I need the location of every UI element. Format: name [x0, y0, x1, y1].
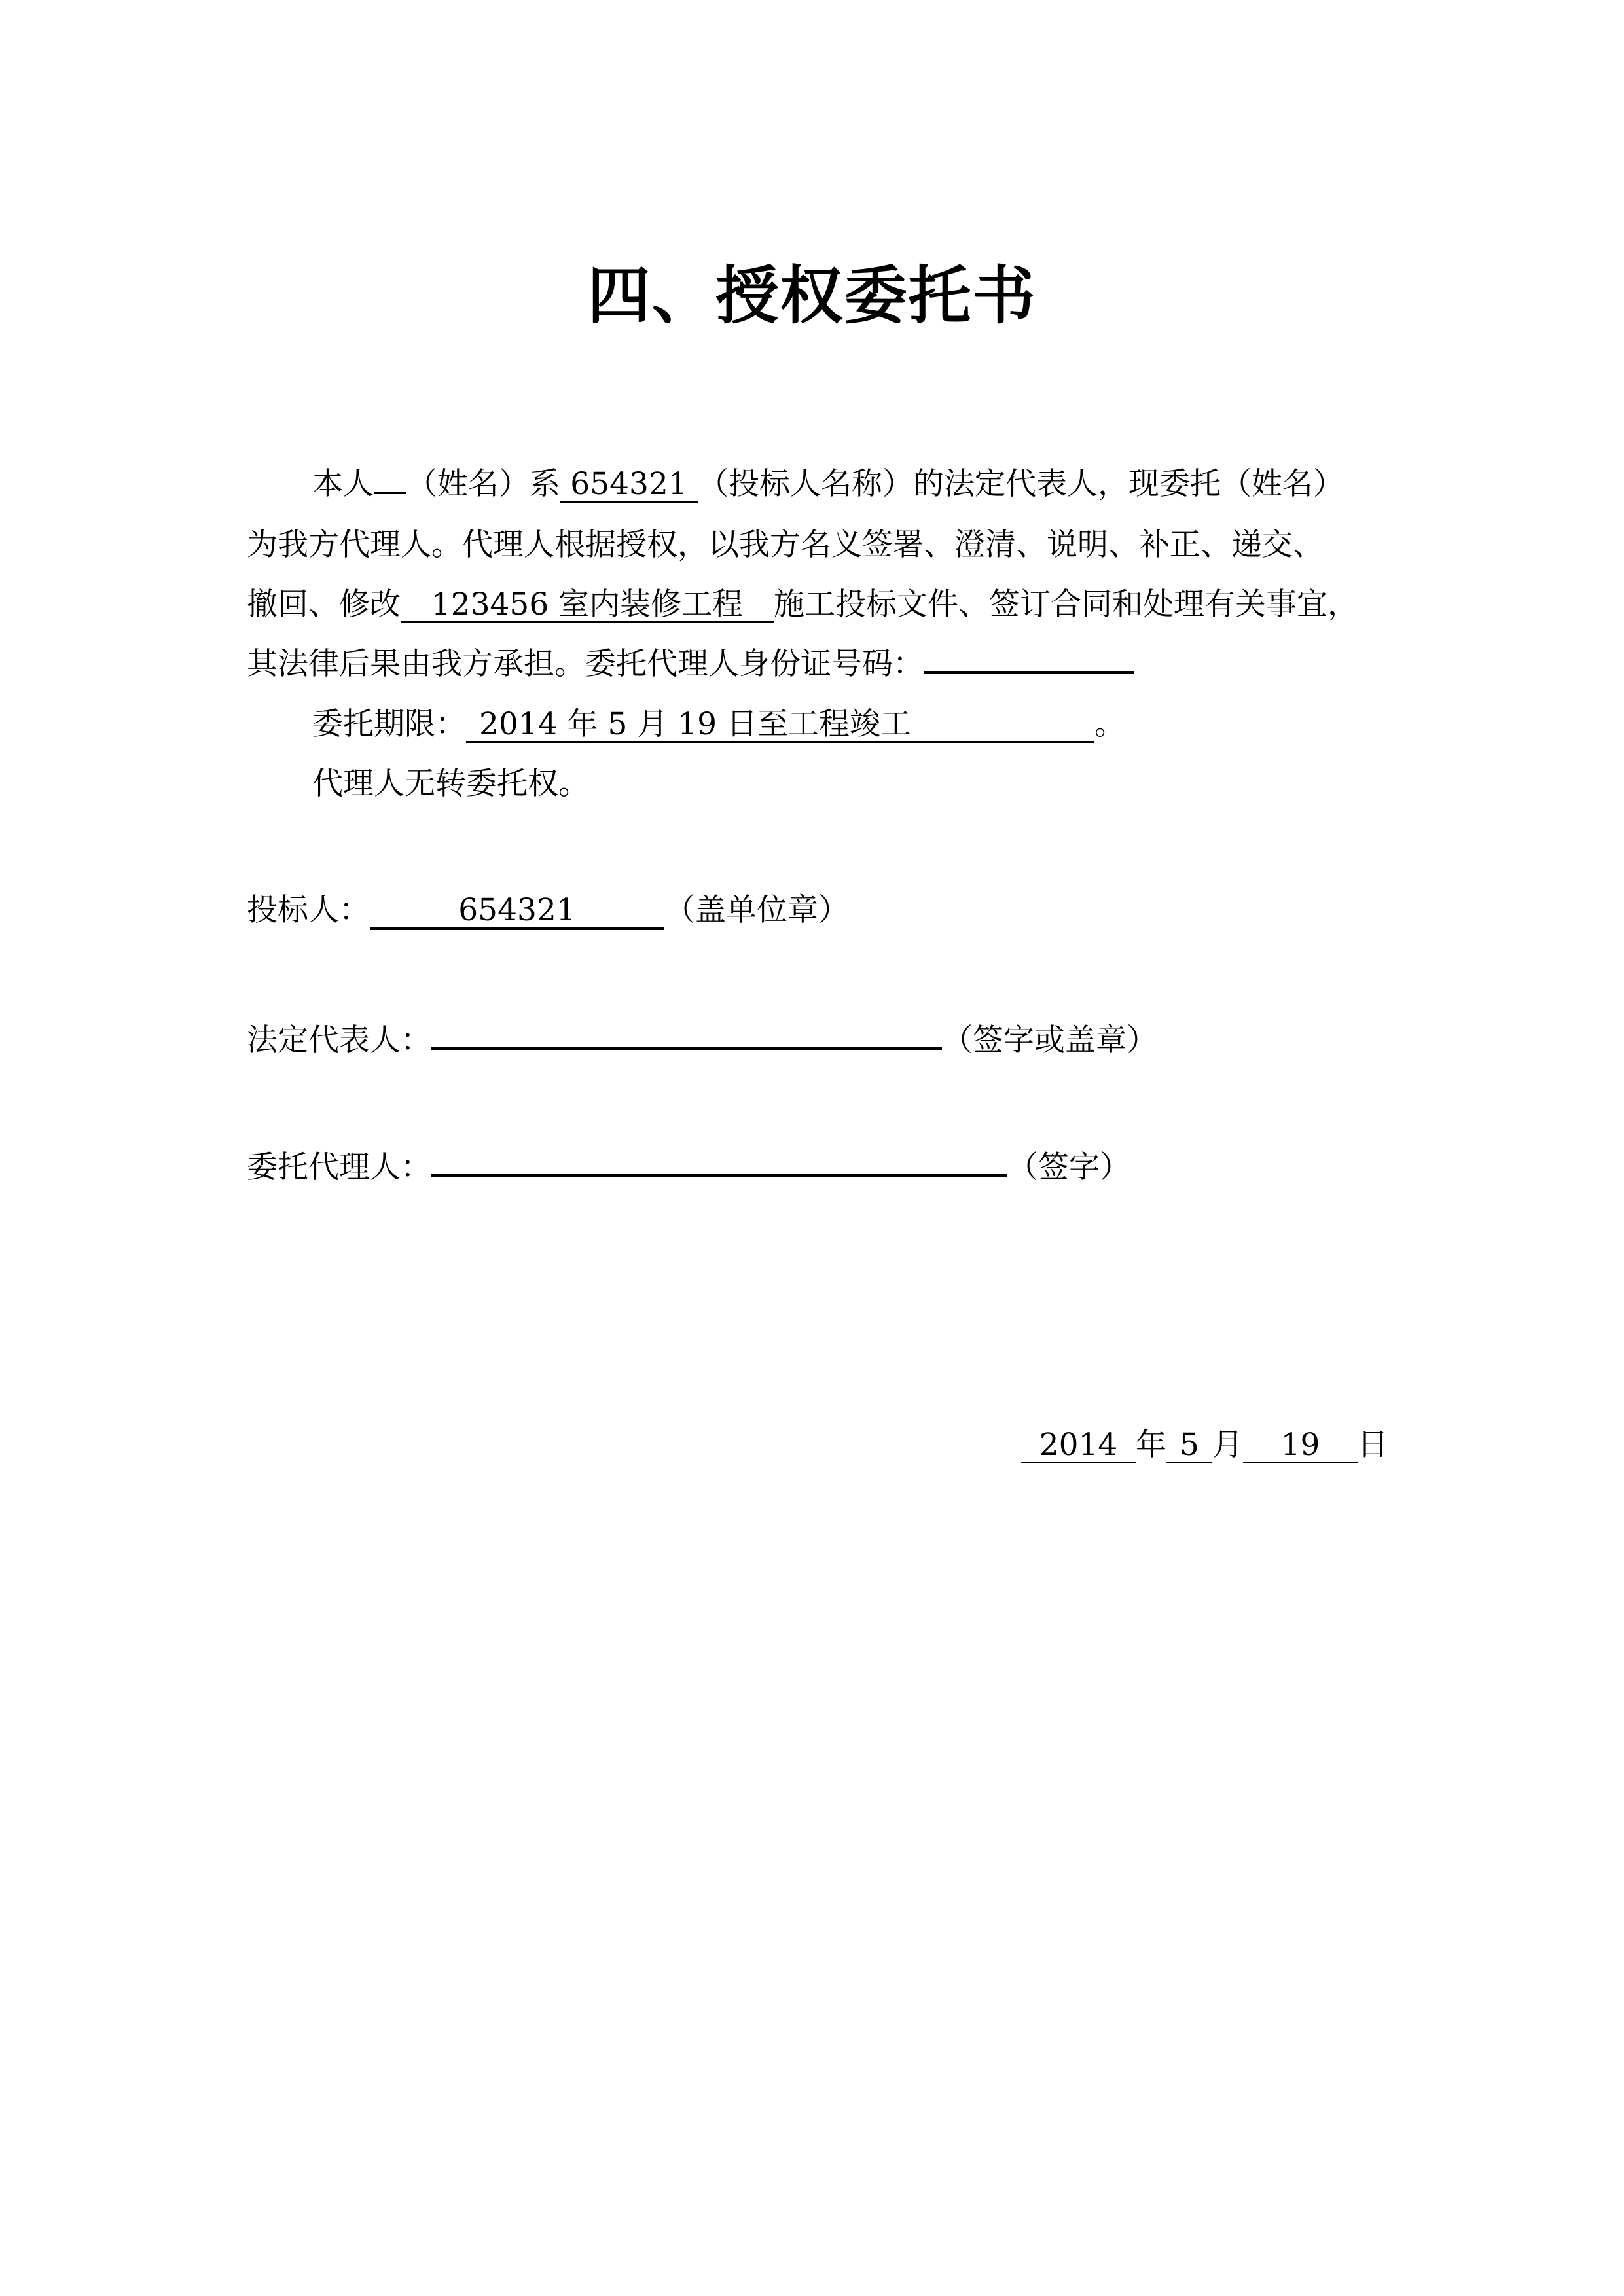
bidder-label: 投标人：	[247, 892, 370, 928]
agent-label: 委托代理人：	[247, 1149, 431, 1185]
date-year-unit: 年	[1136, 1427, 1166, 1463]
text-name-note: （姓名）系	[406, 466, 560, 502]
legal-rep-line	[247, 1014, 1389, 1067]
bidder-seal-note: （盖单位章）	[664, 892, 849, 928]
page-title: 四、授权委托书	[587, 259, 1037, 332]
bidder-field[interactable]: 654321	[370, 894, 664, 930]
text-legal-rep-clause: （投标人名称）的法定代表人，现委托（姓名）	[698, 466, 1344, 502]
paragraph-line-1	[247, 458, 1454, 511]
date-day-unit: 日	[1358, 1427, 1388, 1463]
agent-sign-note: （签字）	[1007, 1149, 1130, 1185]
bidder-line	[247, 884, 1389, 937]
paragraph-line-2	[247, 519, 1389, 571]
paragraph-line-3	[247, 579, 1389, 631]
id-number-field[interactable]	[924, 671, 1134, 674]
agent-line	[247, 1141, 1389, 1194]
no-sub-delegation-line	[247, 758, 1454, 810]
date-month-unit: 月	[1212, 1427, 1243, 1463]
text-bid-documents: 施工投标文件、签订合同和处理有关事宜，	[774, 586, 1358, 622]
date-line	[1021, 1419, 1388, 1471]
term-end-mark: 。	[1094, 706, 1125, 742]
text-self: 本人	[312, 466, 374, 502]
term-label: 委托期限：	[312, 706, 466, 742]
legal-rep-signature-field[interactable]	[431, 1047, 942, 1050]
term-line	[247, 698, 1454, 751]
legal-rep-label: 法定代表人：	[247, 1022, 431, 1058]
date-day-field[interactable]: 19	[1243, 1429, 1358, 1463]
no-sub-delegation-text: 代理人无转委托权。	[312, 766, 589, 802]
agent-signature-field[interactable]	[431, 1174, 1007, 1177]
date-month-field[interactable]: 5	[1166, 1429, 1212, 1463]
text-withdraw-modify: 撤回、修改	[247, 586, 401, 622]
legal-rep-sign-note: （签字或盖章）	[942, 1022, 1157, 1058]
principal-name-blank[interactable]	[374, 492, 406, 494]
project-name-field[interactable]: 123456 室内装修工程	[401, 588, 774, 623]
text-agent-authority: 为我方代理人。代理人根据授权，以我方名义签署、澄清、说明、补正、递交、	[247, 527, 1324, 563]
date-year-field[interactable]: 2014	[1021, 1429, 1136, 1463]
term-value-field[interactable]: 2014 年 5 月 19 日至工程竣工	[466, 708, 1094, 743]
paragraph-line-4	[247, 638, 1389, 691]
bidder-name-field[interactable]: 654321	[560, 468, 698, 503]
text-legal-consequence: 其法律后果由我方承担。委托代理人身份证号码：	[247, 646, 924, 682]
